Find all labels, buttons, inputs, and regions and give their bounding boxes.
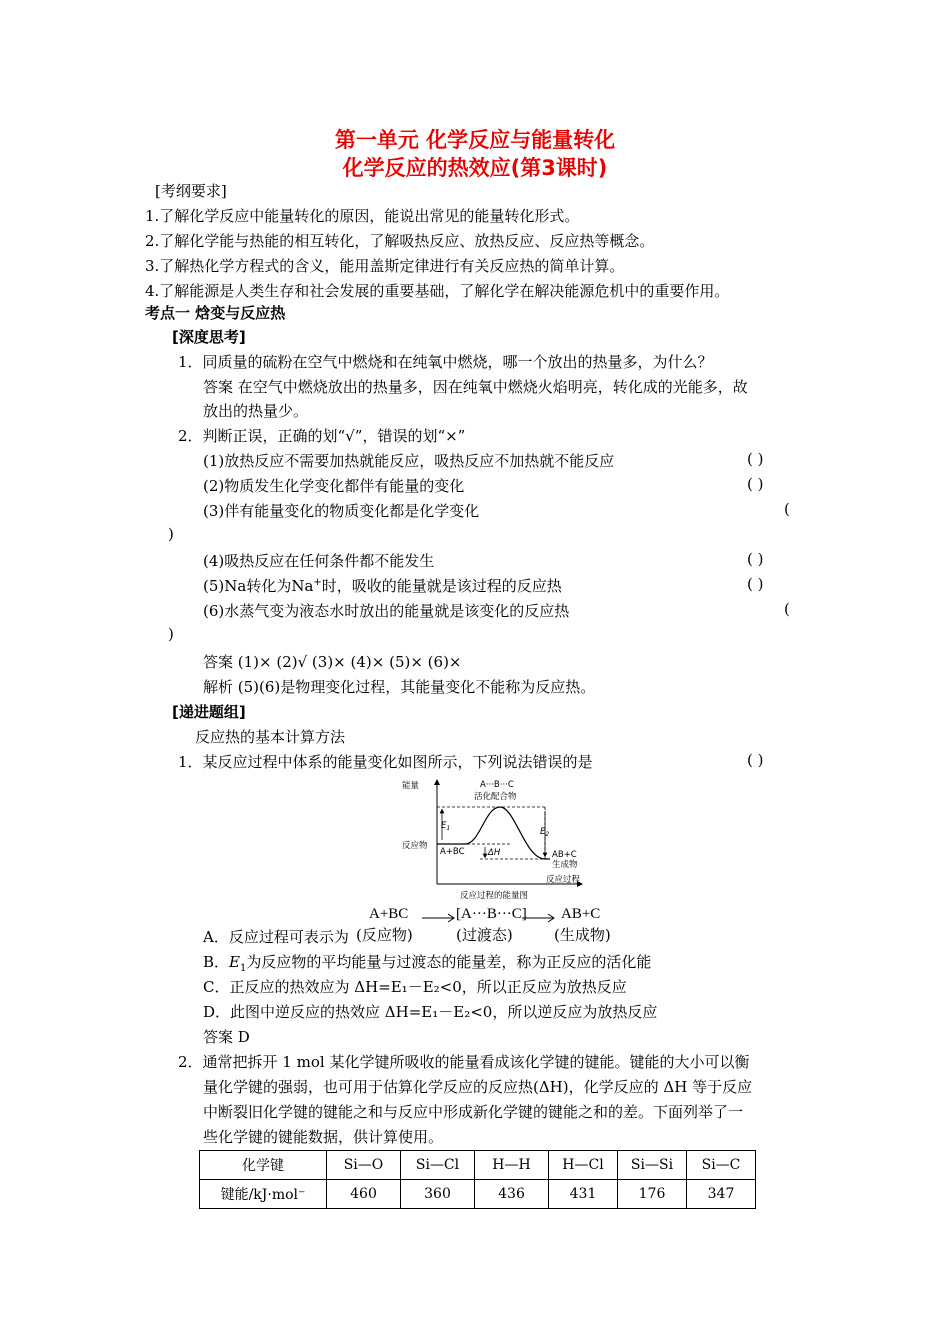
syllabus-item: 2.了解化学能与热能的相互转化，了解吸热反应、放热反应、反应热等概念。 <box>145 232 655 250</box>
reactant-label: 反应物 <box>402 841 428 851</box>
x-axis-label: 反应过程 <box>546 875 581 885</box>
answer-bracket-close: ) <box>168 525 174 543</box>
equation-reactants: A+BC <box>369 906 409 922</box>
table-cell: 460 <box>327 1180 401 1209</box>
syllabus-item: 1.了解化学反应中能量转化的原因，能说出常见的能量转化形式。 <box>145 207 580 225</box>
answer-line: 答案 在空气中燃烧放出的热量多，因在纯氧中燃烧火焰明亮，转化成的光能多，故 <box>203 378 748 396</box>
product-formula: AB+C <box>552 850 577 860</box>
answer-line: 答案 D <box>203 1028 250 1046</box>
table-cell: 347 <box>687 1180 756 1209</box>
judge-item-text: (5)Na转化为Na <box>203 577 314 595</box>
peak-label: 活化配合物 <box>474 792 517 802</box>
question-2: 2．判断正误，正确的划“√”，错误的划“×” <box>178 427 466 445</box>
answer-bracket-close: ) <box>168 625 174 643</box>
y-axis-label: 能量 <box>402 781 420 791</box>
e2-label: $E_2$ <box>540 827 550 838</box>
table-header-cell: H—H <box>475 1151 549 1180</box>
answer-line: 放出的热量少。 <box>203 402 309 420</box>
reactant-formula: A+BC <box>440 847 465 857</box>
page-subtitle: 化学反应的热效应(第3课时) <box>342 156 608 180</box>
page-title: 第一单元 化学反应与能量转化 <box>334 128 616 152</box>
reaction-arrow-icon <box>420 913 456 923</box>
deep-thinking-heading: [深度思考] <box>172 328 246 346</box>
judge-item: (6)水蒸气变为液态水时放出的能量就是该变化的反应热 <box>203 602 570 620</box>
judge-item: (2)物质发生化学变化都伴有能量的变化 <box>203 477 465 495</box>
option-b: B．$E_1$为反应物的平均能量与过渡态的能量差，称为正反应的活化能 <box>203 953 652 974</box>
analysis-line: 解析 (5)(6)是物理变化过程，其能量变化不能称为反应热。 <box>203 678 596 696</box>
table-header-cell: Si—Cl <box>401 1151 475 1180</box>
syllabus-heading: [考纲要求] <box>155 182 227 200</box>
answer-bracket: ( ) <box>747 751 764 769</box>
option-d: D．此图中逆反应的热效应 ΔH=E₁－E₂<0，所以逆反应为放热反应 <box>203 1003 658 1021</box>
table-row <box>200 1151 756 1180</box>
equation-label: (生成物) <box>554 926 611 944</box>
answer-bracket: ( ) <box>747 550 764 568</box>
progressive-heading: [递进题组] <box>172 703 246 721</box>
table-header-cell: H—Cl <box>549 1151 618 1180</box>
option-a: A．反应过程可表示为 <box>203 928 349 946</box>
question-2-line: 2．通常把拆开 1 mol 某化学键所吸收的能量看成该化学键的键能。键能的大小可以衡 <box>178 1053 750 1071</box>
equation-products: AB+C <box>561 906 601 922</box>
table-row <box>200 1180 756 1209</box>
syllabus-item: 4.了解能源是人类生存和社会发展的重要基础，了解化学在解决能源危机中的重要作用。 <box>145 282 730 300</box>
e1-label: $E_1$ <box>441 821 451 832</box>
judge-item-text: 时，吸收的能量就是该过程的反应热 <box>321 577 562 595</box>
product-label: 生成物 <box>552 860 578 870</box>
answer-line: 答案 (1)× (2)√ (3)× (4)× (5)× (6)× <box>203 653 462 671</box>
equation-label: (过渡态) <box>456 926 513 944</box>
judge-item: (3)伴有能量变化的物质变化都是化学变化 <box>203 502 480 520</box>
table-cell: 360 <box>401 1180 475 1209</box>
table-cell: 436 <box>475 1180 549 1209</box>
question-2-line: 些化学键的键能数据，供计算使用。 <box>203 1128 444 1146</box>
peak-label: A···B···C <box>480 780 514 790</box>
table-header-cell: 化学键 <box>200 1151 327 1180</box>
reaction-arrow-icon <box>520 913 556 923</box>
answer-bracket: ( ) <box>747 475 764 493</box>
delta-h-label: ΔH <box>488 848 501 858</box>
answer-bracket: ( ) <box>747 450 764 468</box>
table-header-cell: Si—O <box>327 1151 401 1180</box>
judge-item: (1)放热反应不需要加热就能反应，吸热反应不加热就不能反应 <box>203 452 615 470</box>
table-row-label: 键能/kJ·mol⁻ <box>200 1180 327 1209</box>
bond-energy-table <box>199 1150 756 1209</box>
option-c: C．正反应的热效应为 ΔH=E₁－E₂<0，所以正反应为放热反应 <box>203 978 627 996</box>
answer-bracket: ( ) <box>747 575 764 593</box>
question-2-line: 中断裂旧化学键的键能之和与反应中形成新化学键的键能之和的差。下面列举了一 <box>203 1103 744 1121</box>
progressive-subheading: 反应热的基本计算方法 <box>195 728 346 746</box>
judge-item: (4)吸热反应在任何条件都不能发生 <box>203 552 435 570</box>
answer-bracket-open: ( <box>784 600 790 618</box>
equation-label: (反应物) <box>356 926 413 944</box>
answer-bracket-open: ( <box>784 500 790 518</box>
question-1: 1．同质量的硫粉在空气中燃烧和在纯氧中燃烧，哪一个放出的热量多，为什么？ <box>178 353 713 371</box>
equation-transition: [A···B···C] <box>456 906 527 922</box>
energy-diagram <box>400 774 590 902</box>
table-cell: 431 <box>549 1180 618 1209</box>
judge-item <box>203 575 562 596</box>
table-header-cell: Si—Si <box>618 1151 687 1180</box>
syllabus-item: 3.了解热化学方程式的含义，能用盖斯定律进行有关反应热的简单计算。 <box>145 257 625 275</box>
superscript: + <box>313 577 322 588</box>
section-heading: 考点一 焓变与反应热 <box>145 304 286 322</box>
table-header-cell: Si—C <box>687 1151 756 1180</box>
table-cell: 176 <box>618 1180 687 1209</box>
question-2-line: 量化学键的强弱，也可用于估算化学反应的反应热(ΔH)，化学反应的 ΔH 等于反应 <box>203 1078 753 1096</box>
diagram-caption: 反应过程的能量图 <box>460 891 529 901</box>
question-1: 1．某反应过程中体系的能量变化如图所示，下列说法错误的是 <box>178 753 593 771</box>
